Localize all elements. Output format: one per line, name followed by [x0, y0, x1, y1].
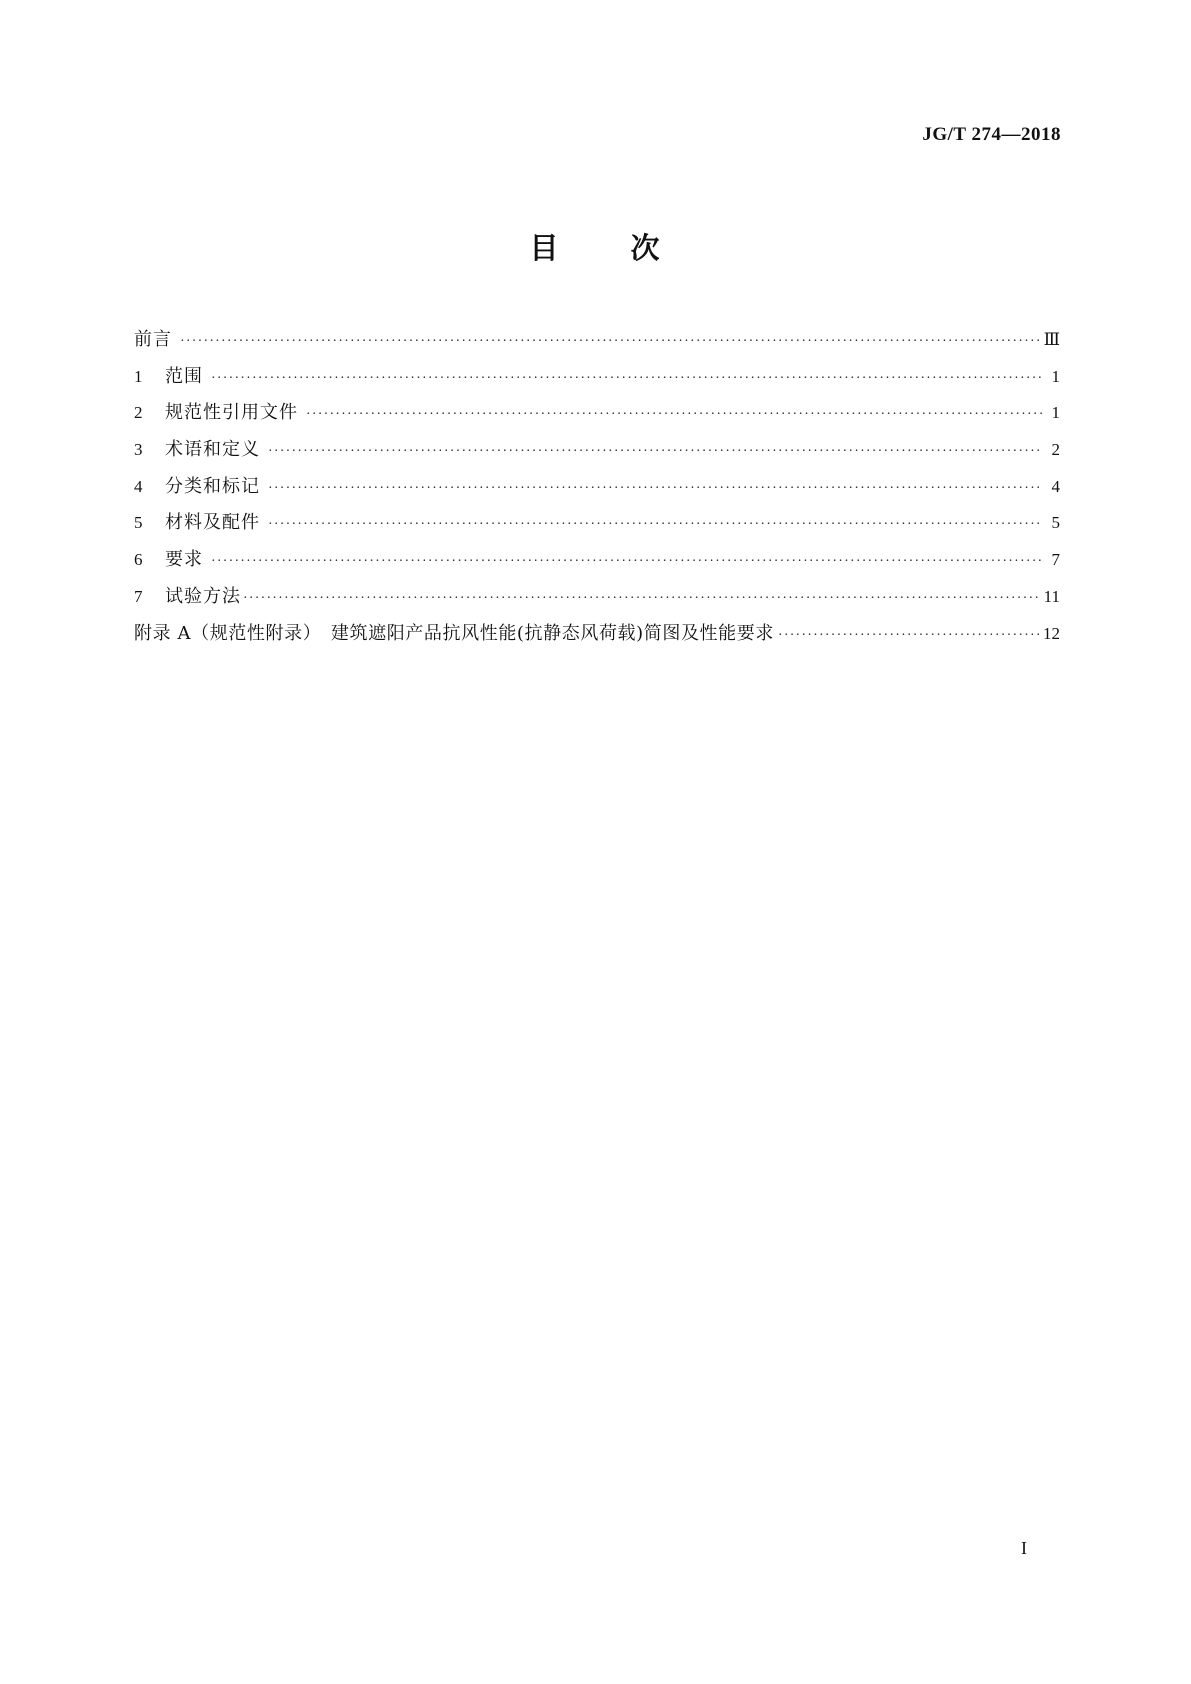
- toc-list: [134, 325, 1060, 655]
- toc-entry-page: 1: [1051, 403, 1060, 423]
- toc-title-part2: 次: [630, 231, 662, 265]
- toc-title-part1: 目: [529, 231, 561, 265]
- toc-leader-dots: [778, 628, 1039, 644]
- toc-entry-scope[interactable]: [134, 362, 1060, 399]
- toc-entry-label: 试验方法: [165, 585, 241, 607]
- toc-entry-number: 2: [134, 403, 143, 423]
- toc-leader-dots: [268, 481, 1042, 497]
- toc-entry-page: 12: [1043, 623, 1060, 643]
- toc-entry-test-methods[interactable]: [134, 582, 1060, 619]
- toc-entry-page: Ⅲ: [1043, 330, 1060, 349]
- toc-entry-number: 3: [134, 440, 143, 460]
- toc-entry-materials[interactable]: [134, 508, 1060, 545]
- toc-entry-label: 规范性引用文件: [165, 402, 298, 424]
- toc-entry-page: 5: [1051, 513, 1060, 533]
- toc-entry-label: 附录 A（规范性附录） 建筑遮阳产品抗风性能(抗静态风荷载)简图及性能要求: [134, 622, 774, 644]
- toc-entry-page: 2: [1051, 440, 1060, 460]
- toc-leader-dots: [306, 407, 1042, 423]
- toc-leader-dots: [180, 334, 1040, 350]
- toc-entry-classification[interactable]: [134, 472, 1060, 509]
- toc-entry-annex-a[interactable]: [134, 619, 1060, 656]
- toc-leader-dots: [268, 444, 1042, 460]
- toc-entry-label: 范围: [165, 365, 203, 387]
- page-number: I: [1021, 1538, 1027, 1558]
- toc-entry-label: 术语和定义: [165, 439, 260, 461]
- standard-code: JG/T 274—2018: [922, 124, 1061, 145]
- toc-title: [0, 226, 1191, 267]
- toc-entry-page: 1: [1051, 366, 1060, 386]
- toc-entry-page: 11: [1043, 586, 1060, 606]
- toc-entry-number: 1: [134, 366, 143, 386]
- toc-entry-label: 要求: [165, 549, 203, 571]
- toc-leader-dots: [268, 517, 1042, 533]
- toc-leader-dots: [211, 554, 1042, 570]
- toc-entry-number: 4: [134, 476, 143, 496]
- toc-entry-number: 7: [134, 586, 143, 606]
- toc-leader-dots: [211, 371, 1042, 387]
- toc-entry-normative-references[interactable]: [134, 398, 1060, 435]
- toc-entry-requirements[interactable]: [134, 545, 1060, 582]
- toc-leader-dots: [243, 591, 1040, 607]
- toc-entry-label: 前言: [134, 329, 172, 350]
- toc-entry-number: 5: [134, 513, 143, 533]
- toc-entry-terms[interactable]: [134, 435, 1060, 472]
- toc-entry-label: 分类和标记: [165, 475, 260, 497]
- toc-entry-foreword[interactable]: [134, 325, 1060, 362]
- toc-entry-page: 4: [1051, 476, 1060, 496]
- toc-entry-number: 6: [134, 550, 143, 570]
- toc-entry-label: 材料及配件: [165, 512, 260, 534]
- toc-entry-page: 7: [1051, 550, 1060, 570]
